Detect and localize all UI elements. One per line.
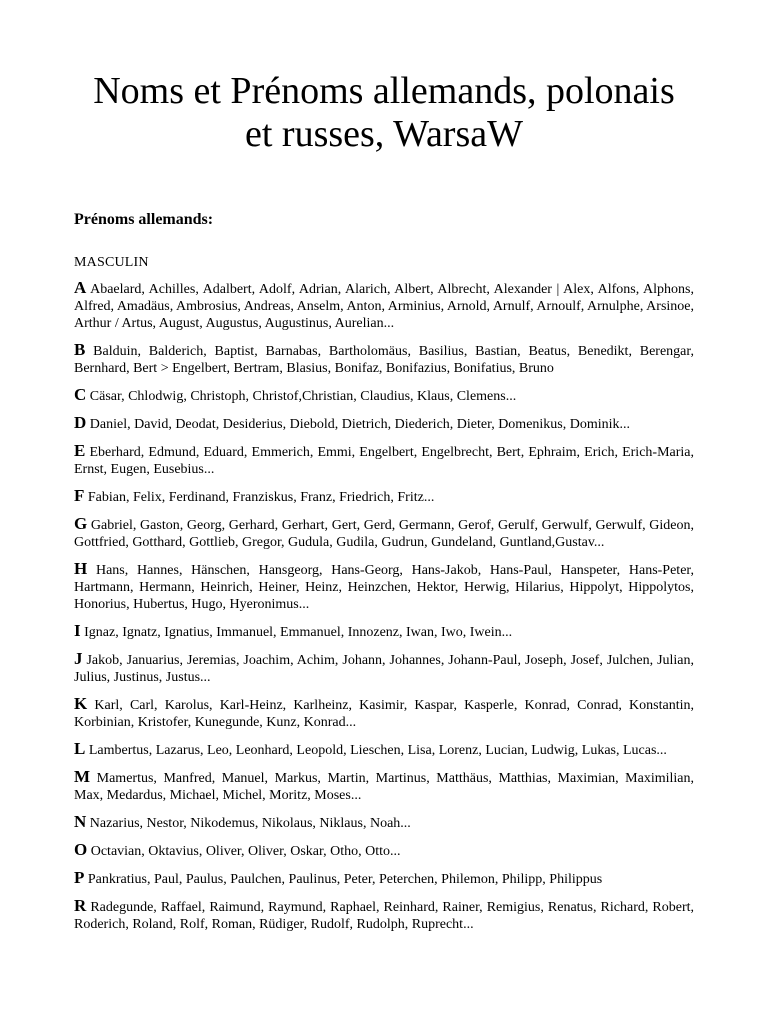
entry-names: Hans, Hannes, Hänschen, Hansgeorg, Hans-Georg, Hans-Jakob, Hans-Paul, Hanspeter, Hans-Peter, Hartmann, Hermann, Heinrich, Heiner, Heinz, Heinzchen, Hektor, Herwig, Hilarius, Hippolyt, Hippolytos, Honorius, Hubertus, Hugo, Hyeronimus...: [74, 563, 695, 612]
list-item: [74, 813, 694, 832]
group-label: MASCULIN: [74, 255, 149, 270]
entry-letter: F: [74, 486, 85, 505]
entry-names: Pankratius, Paul, Paulus, Paulchen, Paulinus, Peter, Peterchen, Philemon, Philipp, Philippus: [87, 872, 603, 887]
entry-names: Jakob, Januarius, Jeremias, Joachim, Achim, Johann, Johannes, Johann-Paul, Joseph, Josef, Julchen, Julian, Julius, Justinus, Justus...: [74, 653, 695, 685]
list-item: [74, 622, 694, 641]
list-item: [74, 560, 694, 613]
list-item: [74, 650, 694, 686]
entry-names: Ignaz, Ignatz, Ignatius, Immanuel, Emmanuel, Innozenz, Iwan, Iwo, Iwein...: [84, 625, 513, 640]
entry-names: Eberhard, Edmund, Eduard, Emmerich, Emmi, Engelbert, Engelbrecht, Bert, Ephraim, Erich, Erich-Maria, Ernst, Eugen, Eusebius...: [74, 445, 694, 477]
entry-letter: C: [74, 385, 87, 404]
list-item: [74, 442, 694, 478]
list-item: [74, 740, 694, 759]
entry-names: Karl, Carl, Karolus, Karl-Heinz, Karlheinz, Kasimir, Kaspar, Kasperle, Konrad, Conrad, Konstantin, Korbinian, Kristofer, Kunegunde, Kunz, Konrad...: [74, 698, 694, 730]
list-item: [74, 386, 694, 405]
entry-letter: H: [74, 559, 88, 578]
entry-letter: E: [74, 441, 86, 460]
entry-letter: O: [74, 840, 88, 859]
list-item: [74, 515, 694, 551]
list-item: [74, 487, 694, 506]
list-item: [74, 695, 694, 731]
entry-names: Daniel, David, Deodat, Desiderius, Diebold, Dietrich, Diederich, Dieter, Domenikus, Dominik...: [89, 417, 631, 432]
entry-names: Nazarius, Nestor, Nikodemus, Nikolaus, Niklaus, Noah...: [89, 816, 411, 831]
list-item: [74, 341, 694, 377]
entry-names: Cäsar, Chlodwig, Christoph, Christof,Christian, Claudius, Klaus, Clemens...: [89, 389, 517, 404]
entry-names: Balduin, Balderich, Baptist, Barnabas, Bartholomäus, Basilius, Bastian, Beatus, Benedikt, Berengar, Bernhard, Bert > Engelbert, Bertram, Blasius, Bonifaz, Bonifazius, Bonifatius, Bruno: [74, 344, 694, 376]
entry-names: Mamertus, Manfred, Manuel, Markus, Martin, Martinus, Matthäus, Matthias, Maximian, Maximilian, Max, Medardus, Michael, Michel, Moritz, Moses...: [74, 771, 695, 803]
list-item: [74, 279, 694, 332]
entry-letter: L: [74, 739, 86, 758]
entry-letter: P: [74, 868, 85, 887]
entry-names: Octavian, Oktavius, Oliver, Oliver, Oskar, Otho, Otto...: [90, 844, 401, 859]
name-list: [74, 279, 694, 933]
entry-letter: M: [74, 767, 91, 786]
entry-letter: J: [74, 649, 83, 668]
list-item: [74, 414, 694, 433]
entry-names: Abaelard, Achilles, Adalbert, Adolf, Adrian, Alarich, Albert, Albrecht, Alexander | Alex, Alfons, Alphons, Alfred, Amadäus, Ambrosius, Andreas, Anselm, Anton, Arminius, Arnold, Arnulf, Arnoulf, Arnulphe, Arsinoe, Arthur / Artus, August, Augustus, Augustinus, Aurelian...: [74, 282, 694, 331]
entry-letter: B: [74, 340, 86, 359]
entry-names: Fabian, Felix, Ferdinand, Franziskus, Franz, Friedrich, Fritz...: [87, 490, 435, 505]
list-item: [74, 869, 694, 888]
section-title: Prénoms allemands:: [74, 211, 214, 228]
entry-letter: G: [74, 514, 88, 533]
entry-letter: N: [74, 812, 87, 831]
document-title: Noms et Prénoms allemands, polonais et russes, WarsaW: [93, 70, 675, 155]
entry-names: Gabriel, Gaston, Georg, Gerhard, Gerhart, Gert, Gerd, Germann, Gerof, Gerulf, Gerwulf, Gerwulf, Gideon, Gottfried, Gotthard, Gottlieb, Gregor, Gudula, Gudila, Gudrun, Gundeland, Guntland,Gustav...: [74, 518, 695, 550]
entry-letter: K: [74, 694, 88, 713]
entry-letter: R: [74, 896, 87, 915]
list-item: [74, 841, 694, 860]
entry-letter: A: [74, 278, 87, 297]
entry-names: Radegunde, Raffael, Raimund, Raymund, Raphael, Reinhard, Rainer, Remigius, Renatus, Richard, Robert, Roderich, Roland, Rolf, Roman, Rüdiger, Rudolf, Rudolph, Ruprecht...: [74, 900, 694, 932]
list-item: [74, 768, 694, 804]
entry-names: Lambertus, Lazarus, Leo, Leonhard, Leopold, Lieschen, Lisa, Lorenz, Lucian, Ludwig, Lukas, Lucas...: [88, 743, 667, 758]
entry-letter: I: [74, 621, 81, 640]
entry-letter: D: [74, 413, 87, 432]
list-item: [74, 897, 694, 933]
